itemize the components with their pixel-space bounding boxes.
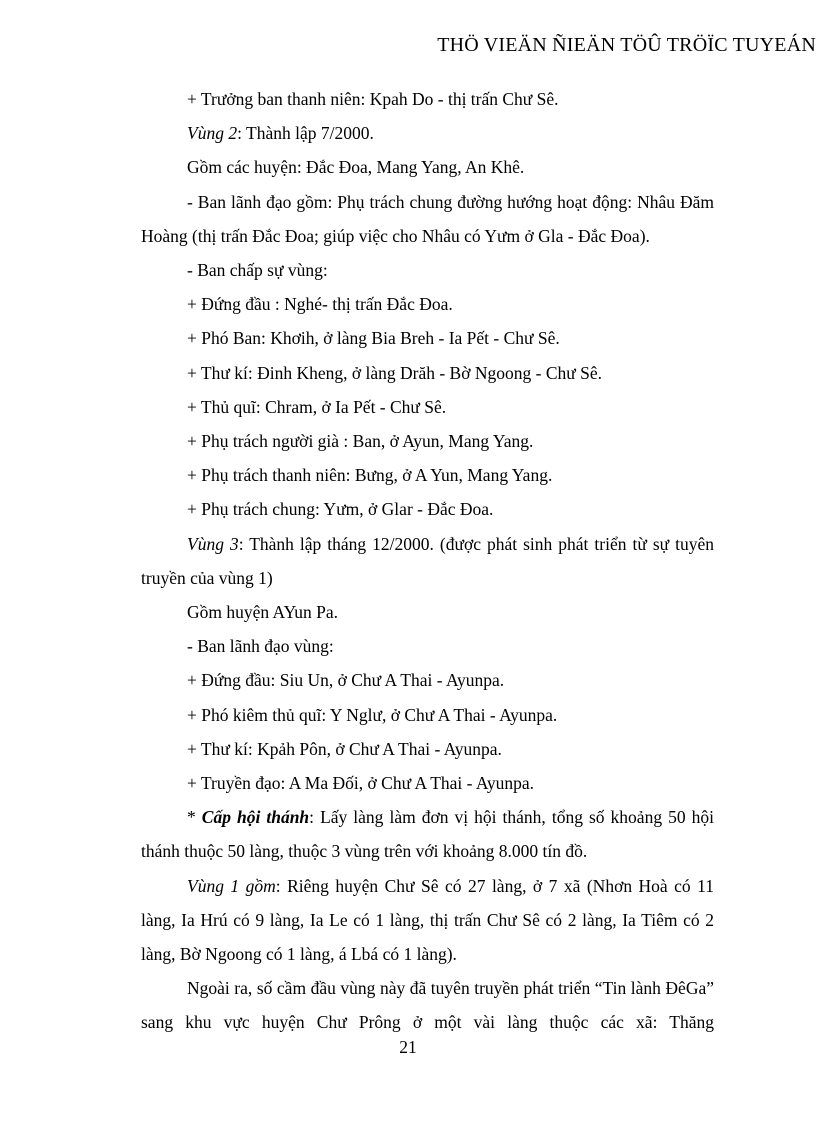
region-label: Vùng 2 bbox=[187, 123, 238, 144]
paragraph bbox=[141, 869, 714, 972]
paragraph: + Phó Ban: Khơih, ở làng Bia Breh - Ia Pết - Chư Sê. bbox=[187, 328, 560, 349]
paragraph: Gồm huyện AYun Pa. bbox=[187, 602, 339, 623]
paragraph: + Thư kí: Đinh Kheng, ở làng Drăh - Bờ Ngoong - Chư Sê. bbox=[187, 362, 602, 383]
paragraph: + Phụ trách chung: Yưm, ở Glar - Đắc Đoa. bbox=[187, 499, 494, 520]
paragraph: + Thủ quĩ: Chram, ở Ia Pết - Chư Sê. bbox=[187, 396, 447, 417]
paragraph: + Trưởng ban thanh niên: Kpah Do - thị trấn Chư Sê. bbox=[187, 89, 559, 109]
paragraph bbox=[141, 116, 714, 150]
paragraph: - Ban lãnh đạo gồm: Phụ trách chung đường hướng hoạt động: Nhâu Đăm Hoàng (thị trấn Đắc Đoa; giúp việc cho Nhâu có Yưm ở Gla - Đắc Đoa). bbox=[141, 191, 714, 246]
paragraph: + Truyền đạo: A Ma Đối, ở Chư A Thai - Ayunpa. bbox=[187, 773, 535, 794]
paragraph: Ngoài ra, số cầm đầu vùng này đã tuyên truyền phát triển “Tin lành ĐêGa” sang khu vực huyện Chư Prông ở một vài làng thuộc các xã: Thăng bbox=[141, 978, 714, 1033]
region-label: Vùng 3 bbox=[187, 533, 239, 554]
page-body bbox=[141, 82, 714, 1040]
paragraph: Gồm các huyện: Đắc Đoa, Mang Yang, An Khê. bbox=[187, 157, 525, 178]
paragraph: + Phó kiêm thủ quĩ: Y Nglư, ở Chư A Thai - Ayunpa. bbox=[187, 704, 558, 725]
running-header: THÖ VIEÄN ÑIEÄN TÖÛ TRÖÏC TUYEÁN bbox=[437, 34, 816, 56]
paragraph: - Ban lãnh đạo vùng: bbox=[187, 636, 334, 657]
paragraph: + Thư kí: Kpảh Pôn, ở Chư A Thai - Ayunpa. bbox=[187, 738, 502, 759]
paragraph: + Phụ trách người già : Ban, ở Ayun, Mang Yang. bbox=[187, 431, 534, 452]
paragraph bbox=[141, 800, 714, 868]
paragraph-text: : Lấy làng làm đơn vị hội thánh, tổng số khoảng 50 hội thánh thuộc 50 làng, thuộc 3 vùng trên với khoảng 8.000 tín đồ. bbox=[141, 807, 714, 862]
paragraph: - Ban chấp sự vùng: bbox=[187, 260, 328, 281]
paragraph: + Đứng đầu : Nghé- thị trấn Đắc Đoa. bbox=[187, 294, 453, 315]
region-label: Vùng 1 gồm bbox=[187, 875, 276, 896]
section-label: Cấp hội thánh bbox=[201, 807, 310, 828]
paragraph: + Phụ trách thanh niên: Bưng, ở A Yun, Mang Yang. bbox=[187, 465, 553, 486]
paragraph-text: : Riêng huyện Chư Sê có 27 làng, ở 7 xã (Nhơn Hoà có 11 làng, Ia Hrú có 9 làng, Ia Le có 1 làng, thị trấn Chư Sê có 2 làng, Ia Tiêm có 2 làng, Bờ Ngoong có 1 làng, á Lbá có 1 làng). bbox=[141, 875, 715, 965]
paragraph-text: : Thành lập 7/2000. bbox=[237, 123, 374, 144]
paragraph-text: : Thành lập tháng 12/2000. (được phát sinh phát triển từ sự tuyên truyền của vùng 1) bbox=[141, 533, 714, 588]
bullet-prefix: * bbox=[187, 807, 202, 828]
paragraph bbox=[141, 527, 714, 595]
paragraph: + Đứng đầu: Siu Un, ở Chư A Thai - Ayunpa. bbox=[187, 670, 505, 691]
page-number: 21 bbox=[399, 1037, 417, 1057]
